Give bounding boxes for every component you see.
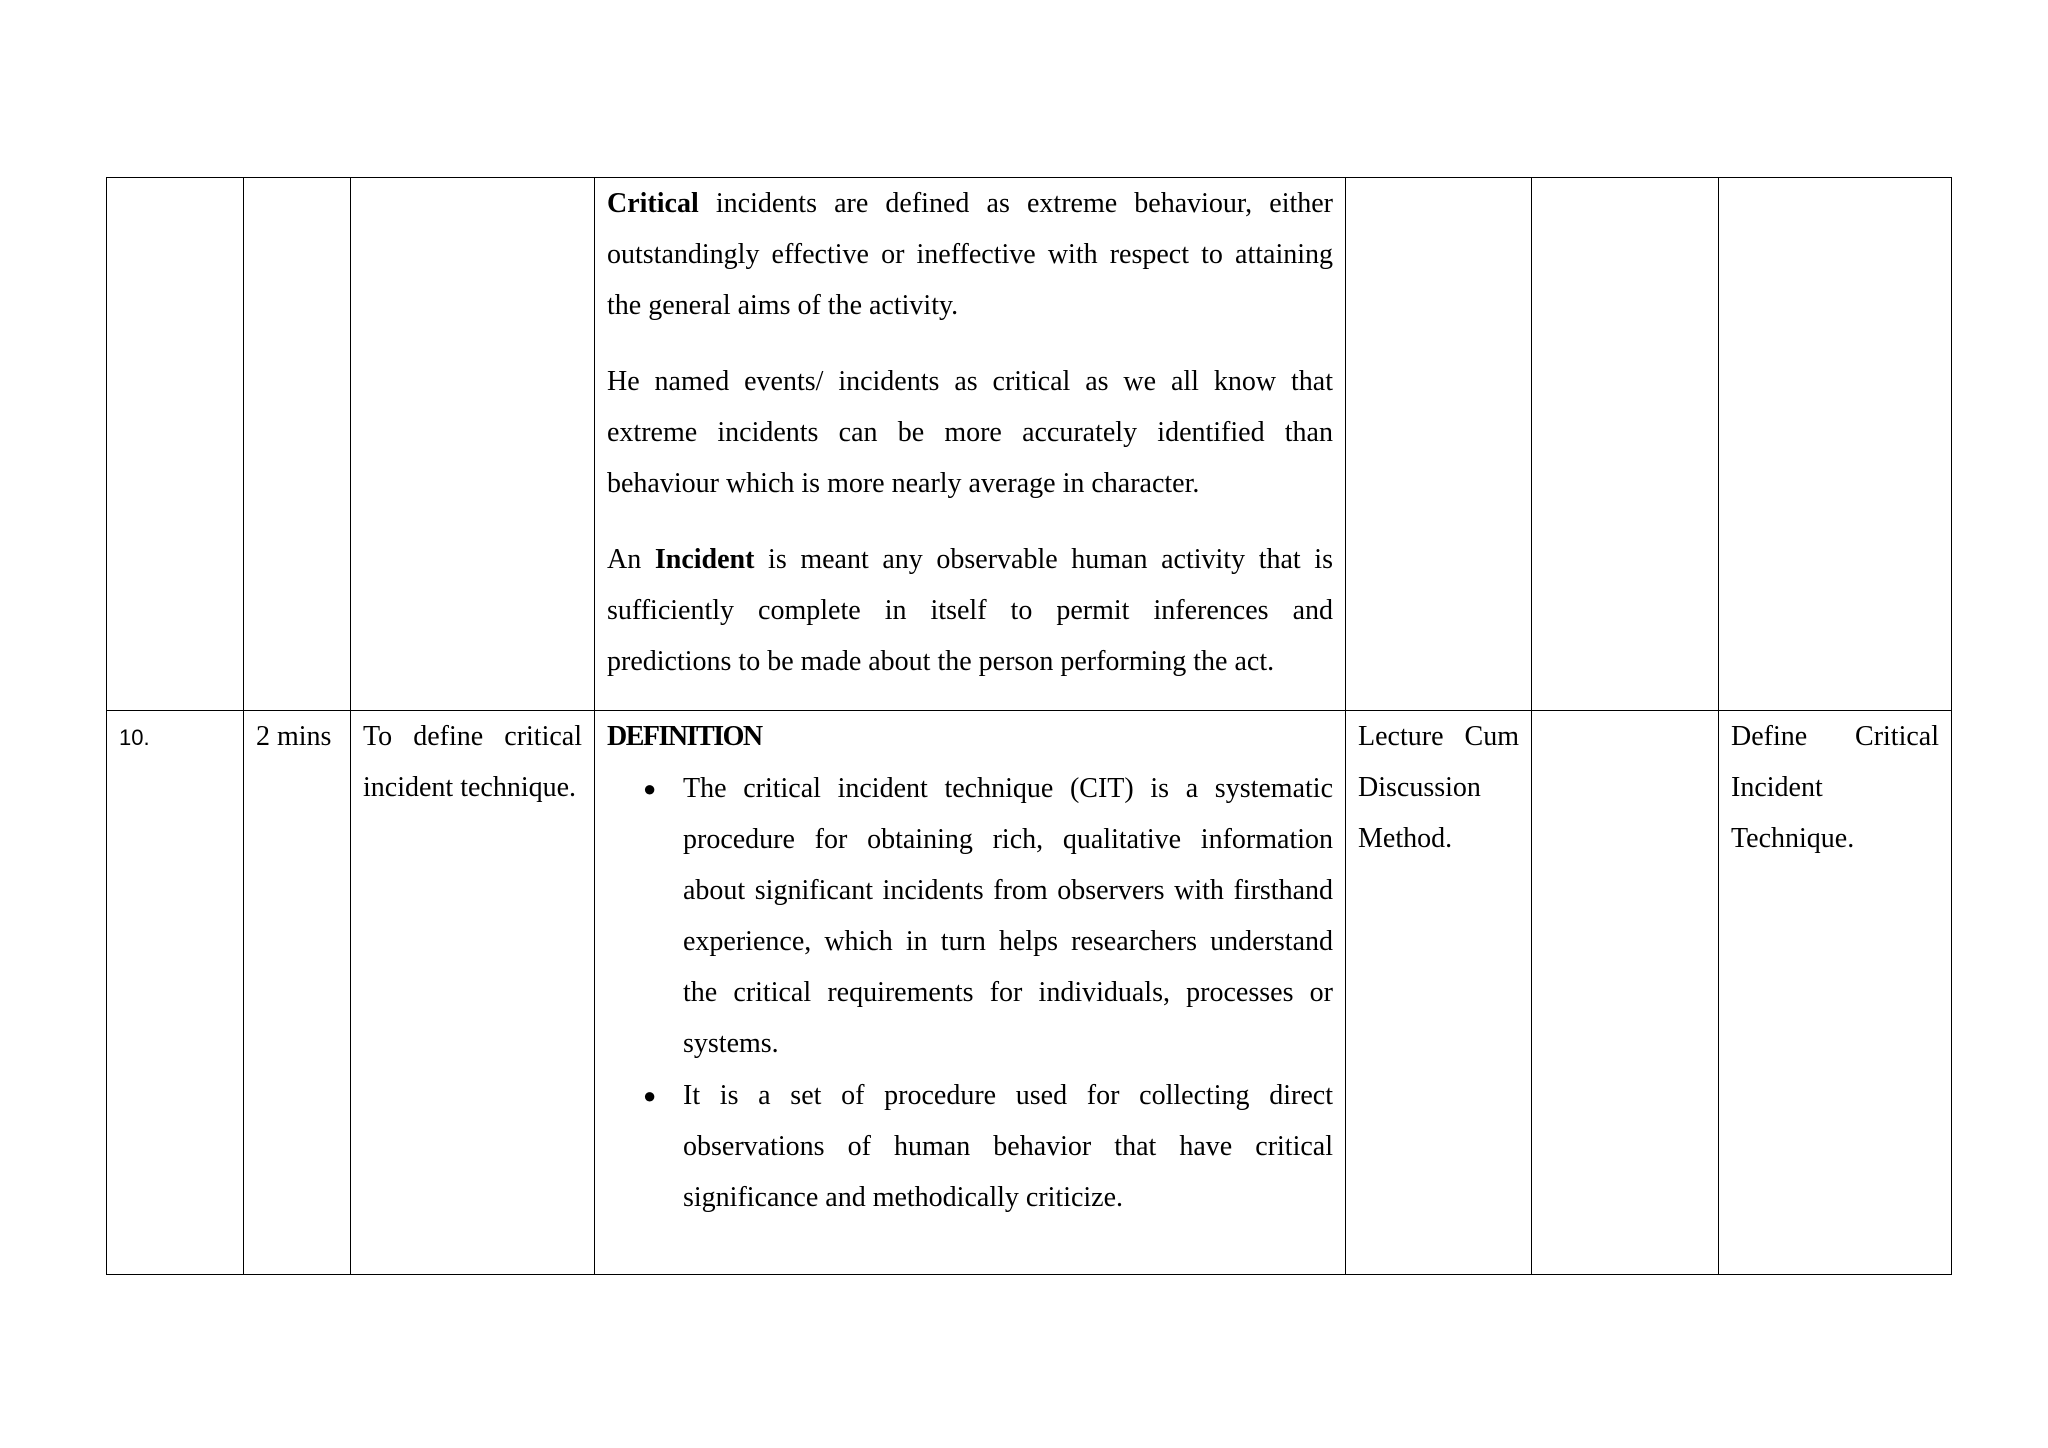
cell-objective (351, 711, 595, 1275)
method-text: Lecture Cum Discussion Method. (1358, 721, 1519, 854)
cell-evaluation-empty (1719, 178, 1952, 711)
paragraph-text: is meant any observable human activity that is sufficiently complete in itself to permit inferences and predictions to be made about the person performing the act. (607, 544, 1333, 677)
cell-av-aids (1532, 711, 1719, 1275)
bullet-icon: ● (643, 776, 657, 801)
time-value: 2 mins (256, 721, 332, 752)
paragraph-text: incidents are defined as extreme behaviour, either outstandingly effective or ineffective with respect to attaining the general aims of the activity. (607, 188, 1333, 321)
cell-number (107, 711, 244, 1275)
bullet-icon: ● (643, 1083, 657, 1108)
definition-bullet-list (607, 763, 1333, 1223)
cell-objective-empty (351, 178, 595, 711)
list-item (643, 763, 1333, 1069)
cell-time-empty (244, 178, 351, 711)
table-row-10 (107, 711, 1952, 1275)
evaluation-word: Define (1731, 721, 1808, 752)
evaluation-word: Critical (1855, 721, 1939, 752)
cell-av-aids-empty (1532, 178, 1719, 711)
paragraph-incident-definition (607, 534, 1333, 687)
objective-text: To define critical incident technique. (363, 721, 582, 803)
cell-method-empty (1346, 178, 1532, 711)
evaluation-text: Incident Technique. (1731, 772, 1855, 854)
cell-evaluation (1719, 711, 1952, 1275)
cell-number-empty (107, 178, 244, 711)
bold-term-incident: Incident (654, 544, 755, 575)
cell-content-continued (595, 178, 1346, 711)
lesson-plan-table (106, 177, 1952, 1275)
paragraph-events-named-critical (607, 356, 1333, 509)
table-row-continued (107, 178, 1952, 711)
evaluation-first-line (1731, 711, 1939, 762)
paragraph-lead: An (607, 544, 655, 575)
list-item (643, 1070, 1333, 1223)
cell-content (595, 711, 1346, 1275)
bold-term-critical: Critical (607, 188, 699, 219)
paragraph-critical-definition (607, 178, 1333, 331)
cell-method (1346, 711, 1532, 1275)
row-number: 10. (119, 725, 150, 750)
cell-time (244, 711, 351, 1275)
paragraph-text: He named events/ incidents as critical as we all know that extreme incidents can be more accurately identified than behaviour which is more nearly average in character. (607, 366, 1333, 499)
content-heading: DEFINITION (607, 721, 762, 752)
bullet-text: It is a set of procedure used for collecting direct observations of human behavior that have critical significance and methodically criticize. (683, 1080, 1333, 1213)
bullet-text: The critical incident technique (CIT) is a systematic procedure for obtaining rich, qualitative information about significant incidents from observers with firsthand experience, which in turn helps researchers understand the critical requirements for individuals, processes or systems. (683, 773, 1333, 1059)
